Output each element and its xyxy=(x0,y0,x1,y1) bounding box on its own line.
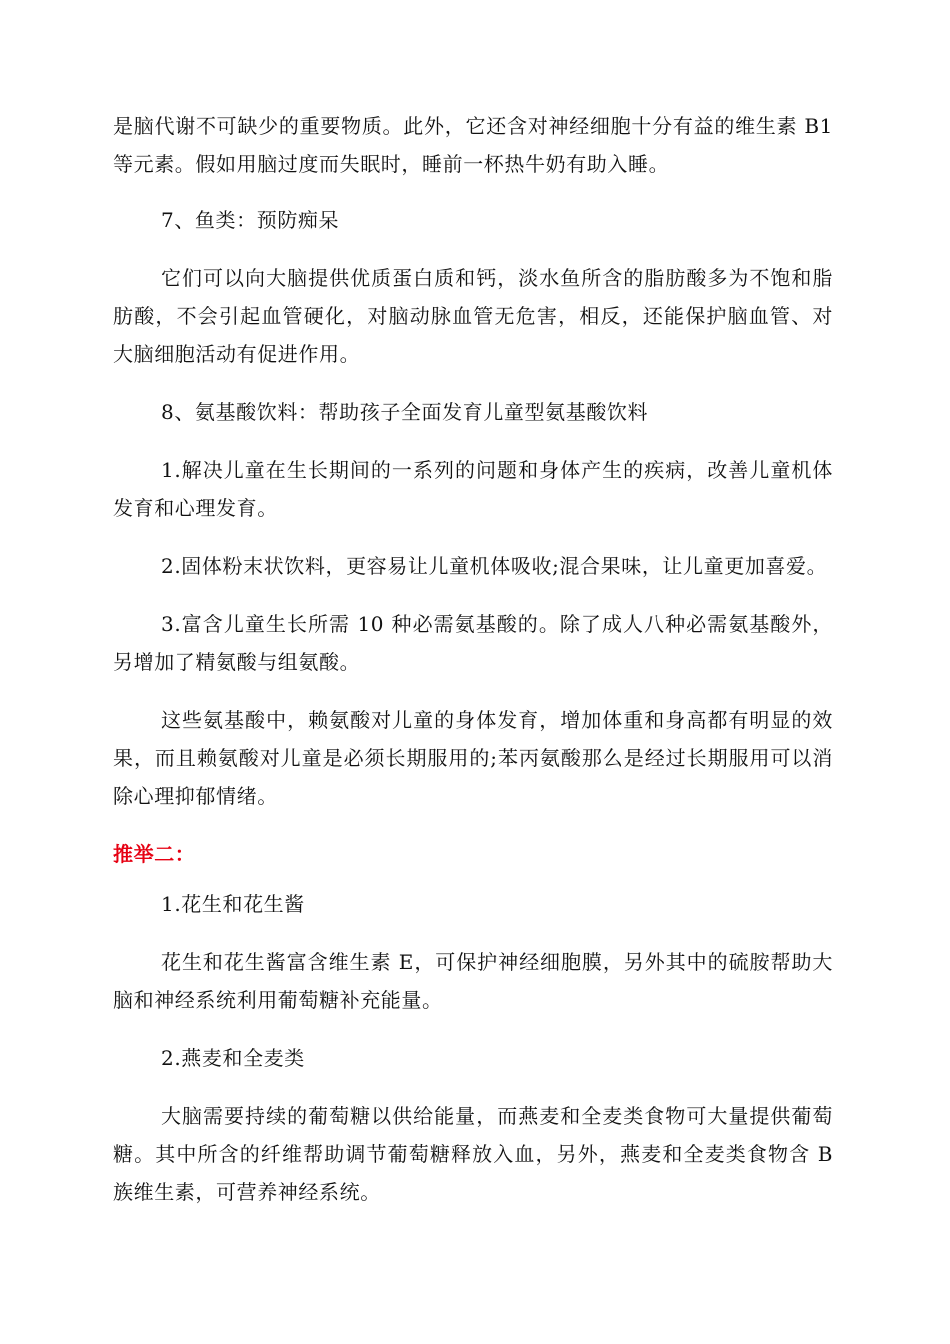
item-heading-peanut: 1.花生和花生酱 xyxy=(161,892,305,916)
paragraph-oats: 大脑需要持续的葡萄糖以供给能量，而燕麦和全麦类食物可大量提供葡萄糖。其中所含的纤维帮助调节葡萄糖释放入血，另外，燕麦和全麦类食物含 B 族维生素，可营养神经系统。 xyxy=(113,1104,833,1204)
item-heading-amino-drink: 8、氨基酸饮料：帮助孩子全面发育儿童型氨基酸饮料 xyxy=(161,400,649,424)
list-item-amino-2: 2.固体粉末状饮料，更容易让儿童机体吸收;混合果味，让儿童更加喜爱。 xyxy=(161,554,828,578)
list-item-amino-1: 1.解决儿童在生长期间的一系列的问题和身体产生的疾病，改善儿童机体发育和心理发育。 xyxy=(113,458,833,520)
item-heading-fish: 7、鱼类：预防痴呆 xyxy=(161,208,340,232)
paragraph-milk-continuation: 是脑代谢不可缺少的重要物质。此外，它还含对神经细胞十分有益的维生素 B1 等元素。假如用脑过度而失眠时，睡前一杯热牛奶有助入睡。 xyxy=(113,114,833,176)
list-item-amino-3: 3.富含儿童生长所需 10 种必需氨基酸的。除了成人八种必需氨基酸外，另增加了精氨酸与组氨酸。 xyxy=(113,612,833,674)
item-heading-oats: 2.燕麦和全麦类 xyxy=(161,1046,305,1070)
section-heading-recommend-two: 推举二： xyxy=(113,842,196,866)
paragraph-fish: 它们可以向大脑提供优质蛋白质和钙，淡水鱼所含的脂肪酸多为不饱和脂肪酸，不会引起血管硬化，对脑动脉血管无危害，相反，还能保护脑血管、对大脑细胞活动有促进作用。 xyxy=(113,266,833,366)
document-body xyxy=(113,107,833,1231)
paragraph-amino-effects: 这些氨基酸中，赖氨酸对儿童的身体发育，增加体重和身高都有明显的效果，而且赖氨酸对儿童是必须长期服用的;苯丙氨酸那么是经过长期服用可以消除心理抑郁情绪。 xyxy=(113,708,833,808)
paragraph-peanut: 花生和花生酱富含维生素 E，可保护神经细胞膜，另外其中的硫胺帮助大脑和神经系统利用葡萄糖补充能量。 xyxy=(113,950,833,1012)
